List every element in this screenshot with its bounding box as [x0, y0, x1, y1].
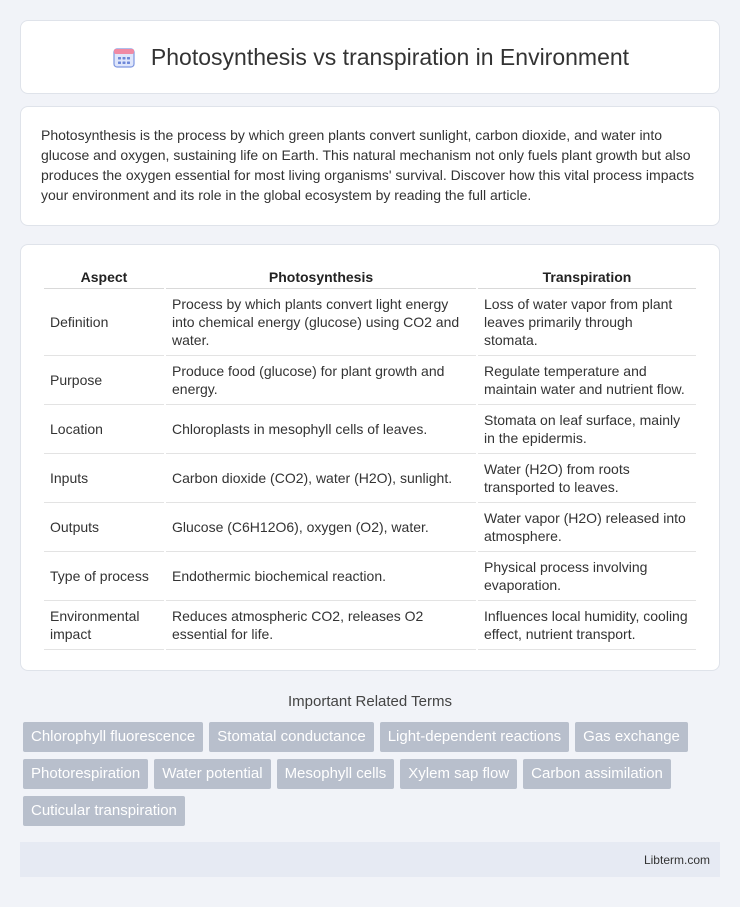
cell-aspect: Location	[44, 405, 164, 454]
page-title: Photosynthesis vs transpiration in Environment	[150, 43, 630, 70]
cell-aspect: Environmental impact	[44, 601, 164, 650]
cell-photosynthesis: Reduces atmospheric CO2, releases O2 essential for life.	[166, 601, 476, 650]
term-tag[interactable]: Chlorophyll fluorescence	[23, 722, 203, 752]
related-terms-list	[20, 722, 720, 826]
intro-card	[20, 106, 720, 226]
cell-transpiration: Influences local humidity, cooling effect, nutrient transport.	[478, 601, 696, 650]
footer-site-link[interactable]: Libterm.com	[643, 852, 710, 867]
term-tag[interactable]: Water potential	[154, 759, 270, 789]
cell-photosynthesis: Process by which plants convert light energy into chemical energy (glucose) using CO2 and water.	[166, 289, 476, 356]
table-row	[44, 601, 696, 650]
cell-aspect: Definition	[44, 289, 164, 356]
intro-text: Photosynthesis is the process by which green plants convert sunlight, carbon dioxide, and water into glucose and oxygen, sustaining life on Earth. This natural mechanism not only fuels plant growth but also produces the oxygen essential for most living organisms' survival. Discover how this vital process impacts your environment and its role in the global ecosystem by reading the full article.	[41, 127, 695, 203]
cell-transpiration: Water (H2O) from roots transported to leaves.	[478, 454, 696, 503]
cell-photosynthesis: Carbon dioxide (CO2), water (H2O), sunlight.	[166, 454, 476, 503]
cell-photosynthesis: Chloroplasts in mesophyll cells of leaves.	[166, 405, 476, 454]
table-header-row	[44, 263, 696, 289]
table-row	[44, 454, 696, 503]
cell-aspect: Type of process	[44, 552, 164, 601]
table-row	[44, 552, 696, 601]
column-header-photosynthesis: Photosynthesis	[166, 263, 476, 289]
table-row	[44, 405, 696, 454]
cell-transpiration: Loss of water vapor from plant leaves primarily through stomata.	[478, 289, 696, 356]
term-tag[interactable]: Mesophyll cells	[277, 759, 395, 789]
cell-aspect: Purpose	[44, 356, 164, 405]
term-tag[interactable]: Carbon assimilation	[523, 759, 671, 789]
cell-transpiration: Physical process involving evaporation.	[478, 552, 696, 601]
term-tag[interactable]: Photorespiration	[23, 759, 148, 789]
term-tag[interactable]: Xylem sap flow	[400, 759, 517, 789]
cell-transpiration: Regulate temperature and maintain water and nutrient flow.	[478, 356, 696, 405]
cell-photosynthesis: Produce food (glucose) for plant growth and energy.	[166, 356, 476, 405]
term-tag[interactable]: Light-dependent reactions	[380, 722, 569, 752]
cell-aspect: Outputs	[44, 503, 164, 552]
cell-aspect: Inputs	[44, 454, 164, 503]
table-row	[44, 289, 696, 356]
cell-photosynthesis: Glucose (C6H12O6), oxygen (O2), water.	[166, 503, 476, 552]
term-tag[interactable]: Cuticular transpiration	[23, 796, 185, 826]
column-header-transpiration: Transpiration	[478, 263, 696, 289]
footer	[20, 842, 720, 877]
calendar-icon	[111, 44, 137, 70]
comparison-table-card	[20, 244, 720, 671]
table-row	[44, 356, 696, 405]
column-header-aspect: Aspect	[44, 263, 164, 289]
table-row	[44, 503, 696, 552]
cell-transpiration: Water vapor (H2O) released into atmosphere.	[478, 503, 696, 552]
cell-photosynthesis: Endothermic biochemical reaction.	[166, 552, 476, 601]
cell-transpiration: Stomata on leaf surface, mainly in the epidermis.	[478, 405, 696, 454]
header-card	[20, 20, 720, 94]
related-terms-title: Important Related Terms	[288, 693, 452, 710]
comparison-table	[42, 263, 698, 650]
term-tag[interactable]: Stomatal conductance	[209, 722, 373, 752]
term-tag[interactable]: Gas exchange	[575, 722, 688, 752]
